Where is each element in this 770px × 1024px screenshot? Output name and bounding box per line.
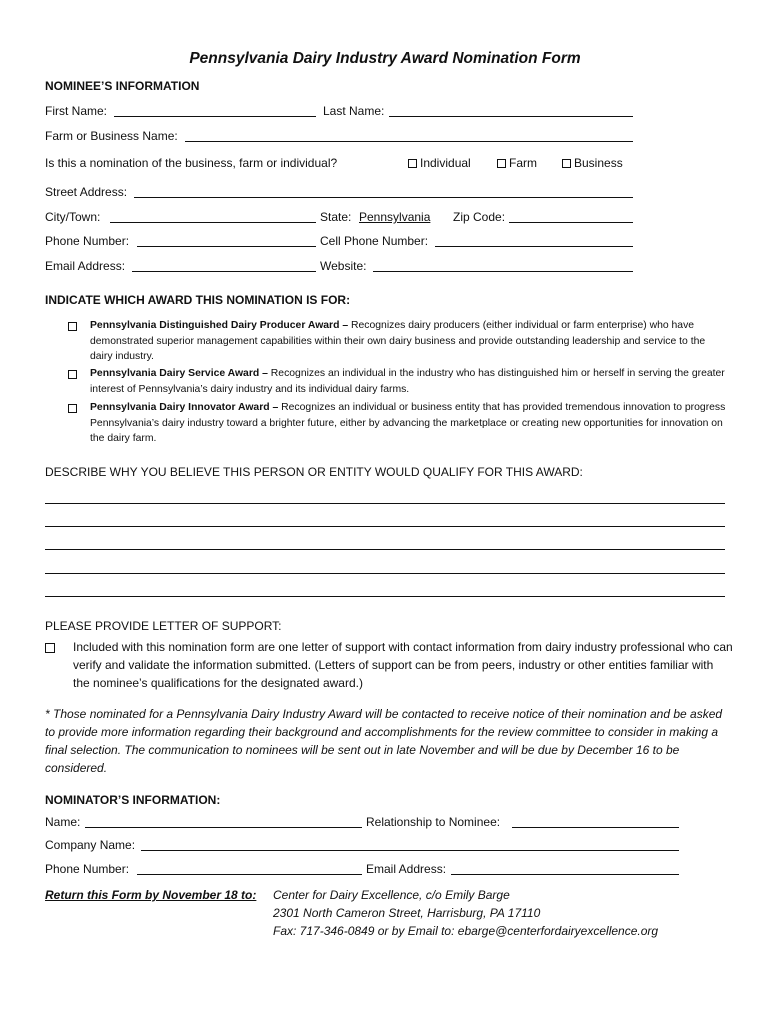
nominator-name-label: Name: xyxy=(45,815,81,829)
relationship-label: Relationship to Nominee: xyxy=(366,815,501,829)
zip-label: Zip Code: xyxy=(453,210,506,224)
email-field[interactable] xyxy=(132,271,316,272)
describe-line[interactable] xyxy=(45,526,725,527)
state-label: State: xyxy=(320,210,352,224)
last-name-label: Last Name: xyxy=(323,104,385,118)
return-label: Return this Form by November 18 to: xyxy=(45,888,257,902)
email-label: Email Address: xyxy=(45,259,126,273)
option-farm[interactable] xyxy=(497,156,537,170)
city-label: City/Town: xyxy=(45,210,101,224)
city-field[interactable] xyxy=(110,222,316,223)
award-description: Recognizes an individual in the industry who has distinguished him or herself in serving the greater interest of Pennsylvania’s dairy industry and its individual dairy farms. xyxy=(90,368,725,395)
street-label: Street Address: xyxy=(45,185,128,199)
checkbox-icon xyxy=(497,159,506,168)
nominator-email-field[interactable] xyxy=(451,874,679,875)
describe-line[interactable] xyxy=(45,573,725,574)
award-description: Recognizes an individual or business entity that has provided tremendous innovation to progress Pennsylvania’s dairy industry toward a brighter future, either by advancing the marketplace or creating new opportunities for innovation on the dairy farm. xyxy=(90,402,726,444)
cell-label: Cell Phone Number: xyxy=(320,234,429,248)
street-field[interactable] xyxy=(134,197,633,198)
checkbox-icon xyxy=(408,159,417,168)
award-description: Recognizes dairy producers (either individual or farm enterprise) who have demonstrated superior management capabilities within their own dairy business and provide outstanding leadership and service to the dairy industry. xyxy=(90,320,706,362)
phone-field[interactable] xyxy=(137,246,316,247)
nomination-question: Is this a nomination of the business, farm or individual? xyxy=(45,156,338,170)
website-label: Website: xyxy=(320,259,367,273)
last-name-field[interactable] xyxy=(389,116,633,117)
support-heading: PLEASE PROVIDE LETTER OF SUPPORT: xyxy=(45,619,282,633)
checkbox-icon xyxy=(68,370,77,379)
first-name-field[interactable] xyxy=(114,116,316,117)
support-checkbox[interactable] xyxy=(45,643,55,653)
describe-heading: DESCRIBE WHY YOU BELIEVE THIS PERSON OR ENTITY WOULD QUALIFY FOR THIS AWARD: xyxy=(45,465,583,479)
award-option-innovator[interactable] xyxy=(68,400,728,447)
checkbox-icon xyxy=(562,159,571,168)
nomination-note: * Those nominated for a Pennsylvania Dairy Industry Award will be contacted to receive notice of their nomination and be asked to provide more information regarding their background and accomplishments for the review committee to consider in making a final selection. The communication to nominees will be sent out in late November and will be due by December 16 to be considered. xyxy=(45,707,723,775)
cell-field[interactable] xyxy=(435,246,633,247)
return-address-line2: 2301 North Cameron Street, Harrisburg, PA 17110 xyxy=(273,906,541,920)
describe-line[interactable] xyxy=(45,503,725,504)
option-business[interactable] xyxy=(562,156,623,170)
nominator-name-field[interactable] xyxy=(85,827,362,828)
nominator-email-label: Email Address: xyxy=(366,862,447,876)
describe-line[interactable] xyxy=(45,596,725,597)
option-individual[interactable] xyxy=(408,156,471,170)
option-individual-label: Individual xyxy=(420,156,471,170)
option-business-label: Business xyxy=(574,156,623,170)
state-value: Pennsylvania xyxy=(359,210,431,224)
award-name: Pennsylvania Dairy Service Award – xyxy=(90,368,268,379)
zip-field[interactable] xyxy=(509,222,633,223)
award-name: Pennsylvania Distinguished Dairy Producer Award – xyxy=(90,320,349,331)
award-option-service[interactable] xyxy=(68,366,728,397)
company-label: Company Name: xyxy=(45,838,136,852)
company-field[interactable] xyxy=(141,850,679,851)
describe-line[interactable] xyxy=(45,549,725,550)
checkbox-icon xyxy=(68,404,77,413)
award-option-producer[interactable] xyxy=(68,318,728,365)
first-name-label: First Name: xyxy=(45,104,108,118)
relationship-field[interactable] xyxy=(512,827,679,828)
farm-business-field[interactable] xyxy=(185,141,633,142)
page-title: Pennsylvania Dairy Industry Award Nomination Form xyxy=(189,50,581,67)
nominator-phone-field[interactable] xyxy=(137,874,362,875)
return-address-line1: Center for Dairy Excellence, c/o Emily Barge xyxy=(273,888,510,902)
support-text: Included with this nomination form are one letter of support with contact information from dairy industry professional who can verify and validate the information submitted. (Letters of support can be from peers, industry or other entities familiar with the nominee’s qualifications for the designated award.) xyxy=(73,640,733,690)
website-field[interactable] xyxy=(373,271,633,272)
nominator-heading: NOMINATOR’S INFORMATION: xyxy=(45,793,221,807)
awards-heading: INDICATE WHICH AWARD THIS NOMINATION IS FOR: xyxy=(45,293,351,307)
option-farm-label: Farm xyxy=(509,156,537,170)
return-address-line3: Fax: 717-346-0849 or by Email to: ebarge@centerfordairyexcellence.org xyxy=(273,924,659,938)
checkbox-icon xyxy=(68,322,77,331)
award-name: Pennsylvania Dairy Innovator Award – xyxy=(90,402,279,413)
farm-business-label: Farm or Business Name: xyxy=(45,129,178,143)
nominee-heading: NOMINEE’S INFORMATION xyxy=(45,79,200,93)
nominator-phone-label: Phone Number: xyxy=(45,862,130,876)
phone-label: Phone Number: xyxy=(45,234,130,248)
